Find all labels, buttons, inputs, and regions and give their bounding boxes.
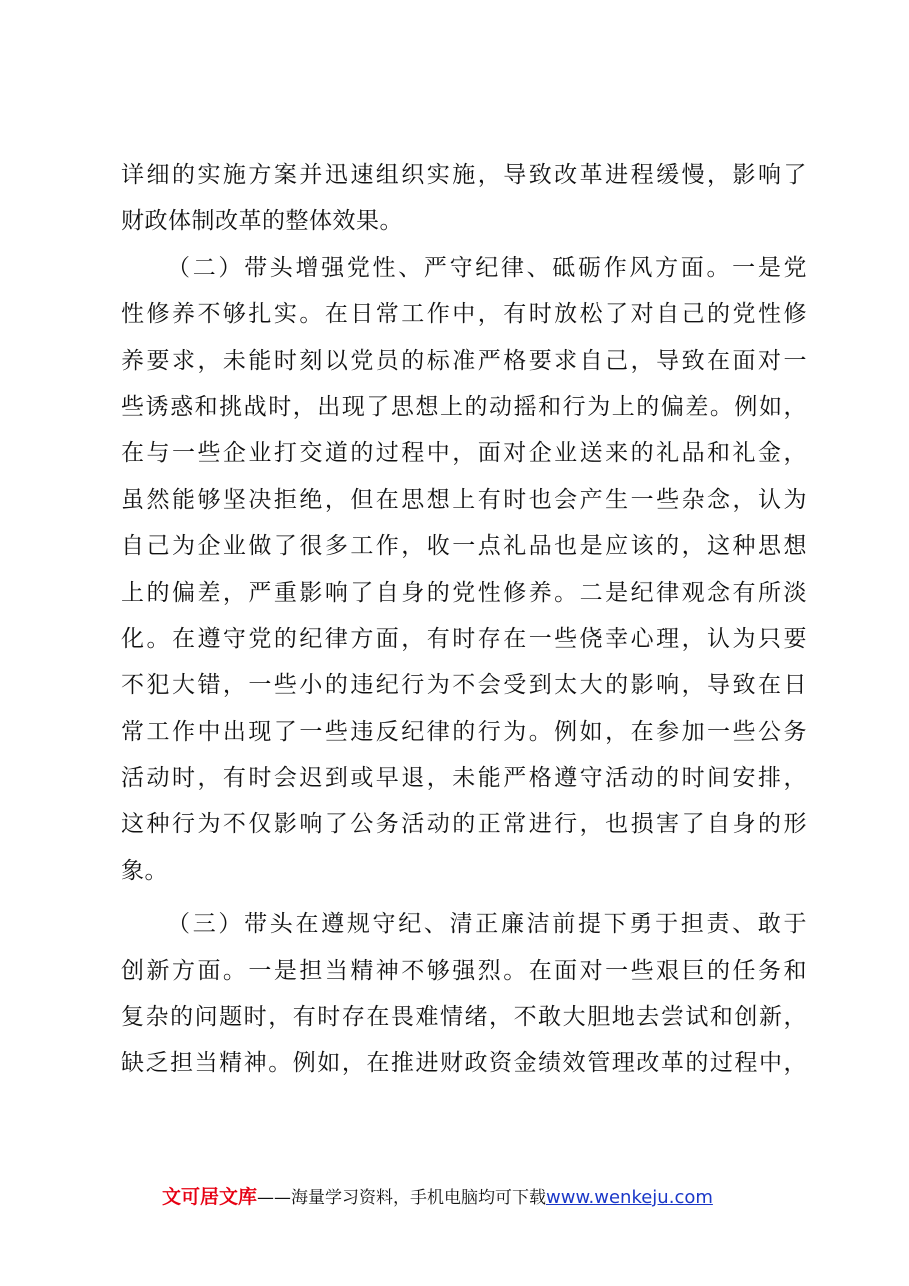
footer-website-link[interactable]: www.wenkeju.com xyxy=(546,1187,713,1208)
text-line: 这种行为不仅影响了公务活动的正常进行，也损害了自身的形 xyxy=(121,811,807,838)
footer-slogan: ——海量学习资料，手机电脑均可下载 xyxy=(257,1188,547,1208)
text-line: 自己为企业做了很多工作，收一点礼品也是应该的，这种思想 xyxy=(121,533,807,560)
document-body xyxy=(121,152,807,1087)
text-line: 化。在遵守党的纪律方面，有时存在一些侥幸心理，认为只要 xyxy=(121,625,807,652)
text-line: 缺乏担当精神。例如，在推进财政资金绩效管理改革的过程中， xyxy=(121,1050,807,1077)
footer-banner xyxy=(162,1184,713,1210)
text-line: 些诱惑和挑战时，出现了思想上的动摇和行为上的偏差。例如， xyxy=(121,393,807,420)
text-line: 性修养不够扎实。在日常工作中，有时放松了对自己的党性修 xyxy=(121,301,807,328)
text-line: 养要求，未能时刻以党员的标准严格要求自己，导致在面对一 xyxy=(121,347,807,374)
text-line: 详细的实施方案并迅速组织实施，导致改革进程缓慢，影响了 xyxy=(121,162,807,188)
text-line: 在与一些企业打交道的过程中，面对企业送来的礼品和礼金， xyxy=(121,440,807,467)
text-line: 上的偏差，严重影响了自身的党性修养。二是纪律观念有所淡 xyxy=(121,579,807,606)
text-line: 虽然能够坚决拒绝，但在思想上有时也会产生一些杂念，认为 xyxy=(121,486,807,513)
section-heading-line: （二）带头增强党性、严守纪律、砥砺作风方面。一是党 xyxy=(167,254,807,281)
text-line: 常工作中出现了一些违反纪律的行为。例如，在参加一些公务 xyxy=(121,718,807,745)
text-line: 财政体制改革的整体效果。 xyxy=(121,208,403,235)
text-line: 不犯大错，一些小的违纪行为不会受到太大的影响，导致在日 xyxy=(121,672,807,699)
footer-brand: 文可居文库 xyxy=(162,1186,258,1208)
paragraph-continuation xyxy=(121,152,807,245)
text-line: 复杂的问题时，有时存在畏难情绪，不敢大胆地去尝试和创新， xyxy=(121,1004,807,1031)
section-heading-line: （三）带头在遵规守纪、清正廉洁前提下勇于担责、敢于 xyxy=(167,911,807,938)
paragraph-gap xyxy=(121,894,807,901)
paragraph-section-three xyxy=(121,901,807,1087)
paragraph-section-two xyxy=(121,245,807,894)
text-line: 创新方面。一是担当精神不够强烈。在面对一些艰巨的任务和 xyxy=(121,957,807,984)
text-line: 活动时，有时会迟到或早退，未能严格遵守活动的时间安排， xyxy=(121,765,807,792)
text-line: 象。 xyxy=(121,857,168,884)
